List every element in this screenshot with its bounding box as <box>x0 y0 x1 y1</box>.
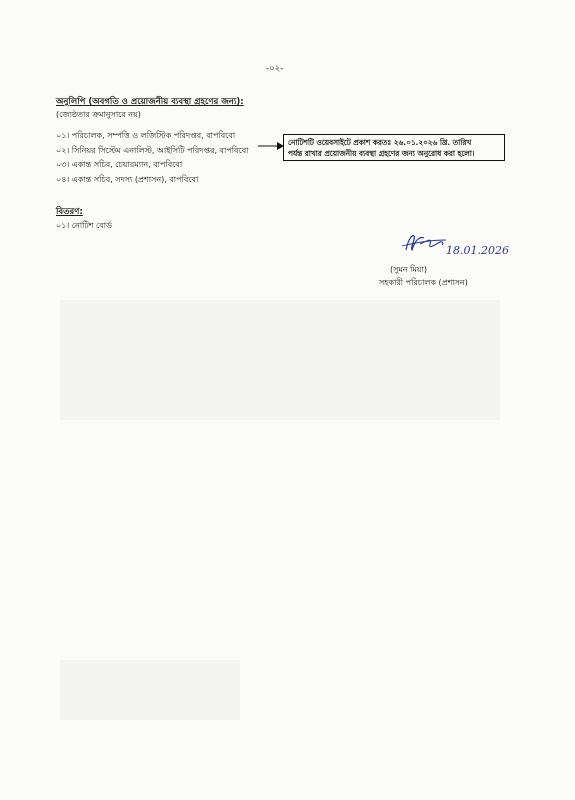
signer-title: সহকারী পরিচালক (প্রশাসন) <box>379 278 468 287</box>
arrow-right-icon <box>258 140 284 152</box>
signature-mark <box>400 226 510 262</box>
bleed-through-shading <box>60 660 240 720</box>
bleed-through-shading <box>60 300 500 420</box>
copy-list-item: ০৪। একান্ত সচিব, সদস্য (প্রশাসন), বাপবিবো <box>56 174 199 184</box>
distribution-list <box>56 220 112 233</box>
copy-note: (জ্যেষ্ঠতার ক্রমানুসারে নয়) <box>56 110 141 119</box>
callout-line: নোটিশটি ওয়েবসাইটে প্রকাশ করতঃ ২৬.০১.২০২৬ খ্রি. তারিখ <box>288 138 472 147</box>
copy-heading: অনুলিপি (অবগতি ও প্রয়োজনীয় ব্যবস্থা গ্রহণের জন্য): <box>56 97 244 107</box>
copy-list-item: ০৩। একান্ত সচিব, চেয়ারম্যান, বাপবিবো <box>56 160 183 169</box>
copy-list <box>56 129 249 187</box>
distribution-list-item: ০১। নোটিশ বোর্ড <box>56 221 112 230</box>
callout-line: পর্যন্ত রাখার প্রয়োজনীয় ব্যবস্থা গ্রহণের জন্য অনুরোধ করা হলো। <box>288 149 475 158</box>
signer-name: (সুমন মিয়া) <box>390 265 428 274</box>
website-publish-callout <box>283 134 505 161</box>
copy-list-item: ০২। সিনিয়র সিস্টেম এনালিস্ট, আইসিটি পরিদপ্তর, বাপবিবো <box>56 145 249 155</box>
page-number: -০২- <box>266 64 284 74</box>
signature-date: 18.01.2026 <box>446 244 509 257</box>
distribution-heading: বিতরণ: <box>56 207 83 217</box>
copy-list-item: ০১। পরিচালক, সম্পত্তি ও লজিস্টিক পরিদপ্তর, বাপবিবো <box>56 131 236 140</box>
